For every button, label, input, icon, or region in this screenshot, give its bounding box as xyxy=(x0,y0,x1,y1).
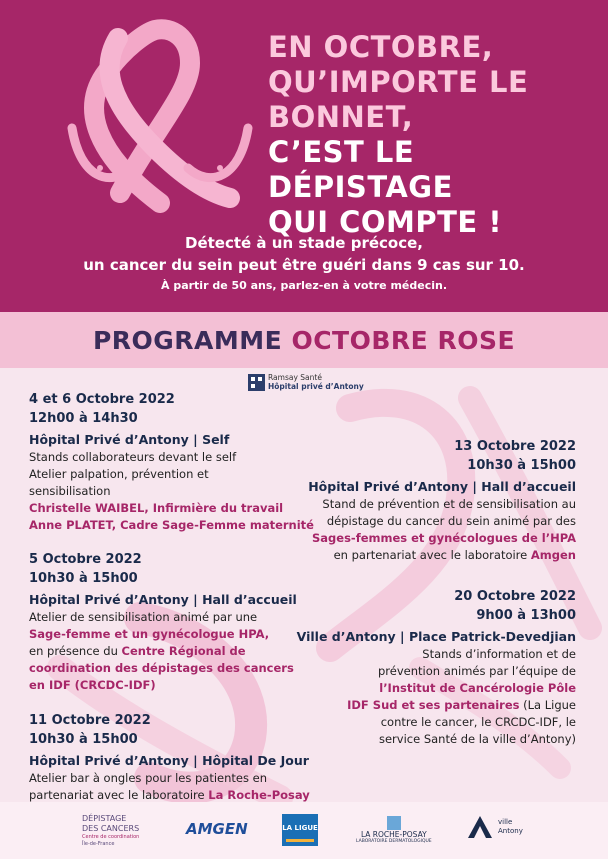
program-title-part-1: PROGRAMME xyxy=(92,326,283,355)
event-text: service Santé de la ville d’Antony) xyxy=(378,732,576,746)
event-text: Stands d’information et de xyxy=(422,647,576,661)
event-highlight: l’Institut de Cancérologie Pôle xyxy=(379,681,576,695)
event-text: Atelier bar à ongles pour les patientes en xyxy=(29,771,268,785)
headline xyxy=(268,30,608,240)
ville-antony-mark-icon xyxy=(468,816,494,838)
depistage-line-2: DES CANCERS xyxy=(82,824,140,833)
event-3 xyxy=(29,711,310,804)
event-text: Atelier palpation, prévention et xyxy=(29,467,209,481)
event-4 xyxy=(308,437,576,564)
intro-line-3: À partir de 50 ans, parlez-en à votre médecin. xyxy=(160,279,447,292)
pink-ribbon-icon xyxy=(60,8,260,218)
event-text: en présence du xyxy=(29,644,122,658)
depistage-line-3: Centre de coordination xyxy=(82,834,140,840)
hero-banner xyxy=(0,0,608,312)
event-text: en partenariat avec le laboratoire xyxy=(333,548,531,562)
intro-line-2: un cancer du sein peut être guéri dans 9 cas sur 10. xyxy=(83,256,525,274)
event-highlight: en IDF (CRCDC-IDF) xyxy=(29,678,156,692)
ville-antony-line-2: Antony xyxy=(498,827,523,835)
event-text: Stands collaborateurs devant le self xyxy=(29,450,237,464)
event-highlight: IDF Sud et ses partenaires xyxy=(347,698,520,712)
event-time: 12h00 à 14h30 xyxy=(29,411,138,426)
event-time: 10h30 à 15h00 xyxy=(29,732,138,747)
amgen-logo: AMGEN xyxy=(186,820,248,838)
event-text: Stand de prévention et de sensibilisation au xyxy=(322,497,576,511)
program-title-part-2: OCTOBRE ROSE xyxy=(291,326,516,355)
event-highlight: La Roche-Posay xyxy=(208,788,310,802)
event-5 xyxy=(297,587,576,748)
intro-line-1: Détecté à un stade précoce, xyxy=(185,234,423,252)
partner-logos xyxy=(0,802,608,859)
event-date: 13 Octobre 2022 xyxy=(454,439,576,454)
headline-line-3: C’EST LE DÉPISTAGE xyxy=(268,135,453,204)
event-person: Anne PLATET, Cadre Sage-Femme maternité xyxy=(29,518,314,532)
event-highlight: Centre Régional de xyxy=(121,644,246,658)
event-date: 5 Octobre 2022 xyxy=(29,552,142,567)
depistage-line-1: DÉPISTAGE xyxy=(82,814,127,823)
headline-line-1: EN OCTOBRE, xyxy=(268,30,494,64)
la-ligue-stripe xyxy=(286,839,314,842)
intro-text xyxy=(0,232,608,276)
event-person: Christelle WAIBEL, Infirmière du travail xyxy=(29,501,284,515)
event-highlight: Sages-femmes et gynécologues de l’HPA xyxy=(312,531,576,545)
event-date: 20 Octobre 2022 xyxy=(454,589,576,604)
headline-line-4: QUI COMPTE ! xyxy=(268,205,503,239)
event-highlight: coordination des dépistages des cancers xyxy=(29,661,294,675)
event-time: 10h30 à 15h00 xyxy=(467,458,576,473)
program-title xyxy=(0,326,608,355)
event-text: prévention animés par l’équipe de xyxy=(377,664,576,678)
ramsay-logo-icon xyxy=(248,374,265,391)
depistage-logo xyxy=(82,814,139,848)
ramsay-line-1: Ramsay Santé xyxy=(268,373,322,382)
la-roche-posay-sub: LABORATOIRE DERMATOLOGIQUE xyxy=(356,839,432,844)
la-ligue-logo xyxy=(282,814,318,846)
la-roche-posay-logo xyxy=(356,816,432,844)
event-location: Ville d’Antony | Place Patrick-Devedjian xyxy=(296,629,576,644)
event-text: Atelier de sensibilisation animé par une xyxy=(29,610,258,624)
ville-antony-line-1: ville xyxy=(498,818,513,826)
event-date: 11 Octobre 2022 xyxy=(29,713,151,728)
event-text: (La Ligue xyxy=(519,698,576,712)
la-roche-posay-mark-icon xyxy=(387,816,401,830)
depistage-line-4: Île-de-France xyxy=(82,841,115,847)
event-time: 9h00 à 13h00 xyxy=(476,608,576,623)
event-date: 4 et 6 Octobre 2022 xyxy=(29,392,175,407)
la-roche-posay-name: LA ROCHE-POSAY xyxy=(360,830,427,839)
event-location: Hôpital Privé d’Antony | Hôpital De Jour xyxy=(29,753,309,768)
event-location: Hôpital Privé d’Antony | Hall d’accueil xyxy=(308,479,576,494)
event-text: contre le cancer, le CRCDC-IDF, le xyxy=(380,715,576,729)
event-highlight: Amgen xyxy=(530,548,576,562)
event-1 xyxy=(29,390,314,534)
event-text: sensibilisation xyxy=(29,484,111,498)
event-highlight: Sage-femme et un gynécologue HPA, xyxy=(29,627,270,641)
event-location: Hôpital Privé d’Antony | Hall d’accueil xyxy=(29,592,297,607)
event-2 xyxy=(29,550,297,694)
event-time: 10h30 à 15h00 xyxy=(29,571,138,586)
ramsay-line-2: Hôpital privé d’Antony xyxy=(268,382,364,391)
headline-line-2: QU’IMPORTE LE BONNET, xyxy=(268,65,529,134)
la-ligue-text: LA LIGUE xyxy=(282,824,318,832)
event-location: Hôpital Privé d’Antony | Self xyxy=(29,432,230,447)
event-text: partenariat avec le laboratoire xyxy=(29,788,209,802)
event-text: dépistage du cancer du sein animé par des xyxy=(326,514,576,528)
